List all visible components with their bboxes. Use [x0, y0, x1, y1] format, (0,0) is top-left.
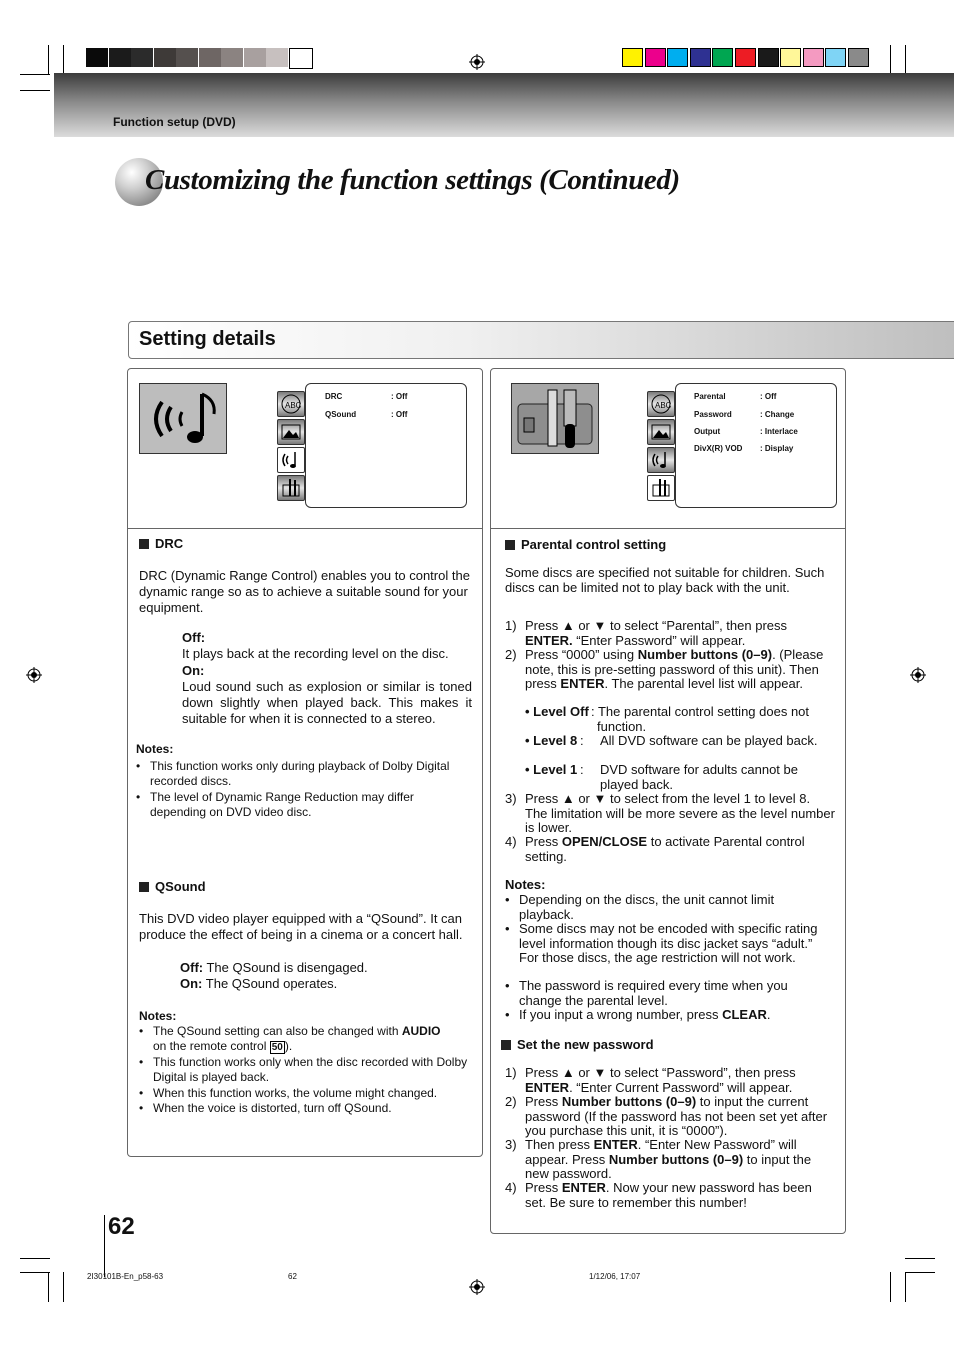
registration-mark-icon — [26, 667, 42, 683]
drc-on-label: On: — [182, 663, 205, 678]
page-reference-box: 50 — [271, 1042, 283, 1054]
crop-mark — [905, 1258, 935, 1259]
parental-step: 3) Press ▲ or ▼ to select from the level 1 to level 8. The limitation will be more severe as the level number is lower. — [505, 791, 835, 835]
setup-menu-screen — [675, 383, 837, 508]
password-step: 3) Then press ENTER. “Enter New Password” will appear. Press Number buttons (0–9) to input the new password. — [505, 1137, 812, 1181]
audio-icon[interactable] — [647, 447, 675, 473]
drc-intro: DRC (Dynamic Range Control) enables you to control the dynamic range so as to achieve a suitable sound for your equipment. — [139, 568, 470, 616]
crop-mark — [20, 74, 50, 75]
qsound-on-line: On: The QSound operates. — [180, 976, 338, 991]
setup-settings-icon — [511, 383, 599, 454]
color-swatch — [780, 48, 801, 67]
parental-note: • Depending on the discs, the unit cannot limit playback. — [505, 892, 775, 922]
gray-swatch — [266, 48, 288, 67]
setup-tools-icon[interactable] — [277, 475, 305, 501]
footer-file: 2I30101B-En_p58-63 — [87, 1272, 164, 1281]
parental-notes-title: Notes: — [505, 877, 546, 892]
parental-step: 1) Press ▲ or ▼ to select “Parental”, then press ENTER. “Enter Password” will appear. — [505, 618, 787, 648]
right-panel-divider — [490, 528, 846, 529]
registration-mark-icon — [469, 1279, 485, 1295]
setting-details-heading: Setting details — [139, 328, 276, 350]
color-swatch — [690, 48, 711, 67]
password-heading: Set the new password — [501, 1037, 654, 1052]
password-step: 4) Press ENTER. Now your new password has been set. Be sure to remember this number! — [505, 1180, 812, 1210]
crop-mark — [890, 45, 891, 75]
language-icon[interactable] — [647, 391, 675, 417]
parental-level-1: • Level 1 : DVD software for adults cannot be played back. — [525, 762, 798, 792]
setup-tools-icon[interactable] — [647, 475, 675, 501]
color-swatch — [758, 48, 779, 67]
parental-note: • If you input a wrong number, press CLEAR. — [505, 1007, 771, 1022]
gray-swatch — [244, 48, 266, 67]
parental-step: 4) Press OPEN/CLOSE to activate Parental control setting. — [505, 834, 805, 864]
audio-icon[interactable] — [277, 447, 305, 473]
svg-text:ABC: ABC — [285, 401, 302, 410]
menu-item-value: : Interlace — [760, 427, 798, 436]
gray-swatch — [86, 48, 108, 67]
drc-heading: DRC — [139, 536, 183, 551]
menu-item-value: : Off — [391, 410, 408, 419]
footer-date: 1/12/06, 17:07 — [589, 1272, 641, 1281]
qsound-intro: This DVD video player equipped with a “QSound”. It can produce the effect of being in a cinema or a concert hall. — [139, 911, 463, 943]
menu-item-label[interactable]: Output — [694, 427, 721, 436]
color-swatch — [667, 48, 688, 67]
crop-mark — [63, 45, 64, 75]
qsound-off-line: Off: The QSound is disengaged. — [180, 960, 368, 975]
crop-mark — [20, 90, 50, 91]
parental-note: • The password is required every time when you change the parental level. — [505, 978, 788, 1008]
qsound-notes-title: Notes: — [139, 1009, 177, 1023]
drc-on-text: Loud sound such as explosion or similar is toned down slightly when played back. This makes it suitable for when it is connected to a stereo. — [182, 679, 472, 727]
parental-step: 2) Press “0000” using Number buttons (0–9). (Please note, this is pre-setting password of this unit). Then press ENTER. The parental level list will appear. — [505, 647, 824, 691]
drc-off-label: Off: — [182, 630, 206, 645]
picture-icon[interactable] — [277, 419, 305, 445]
registration-mark-icon — [910, 667, 926, 683]
menu-item-label[interactable]: Parental — [694, 392, 726, 401]
menu-item-label[interactable]: Password — [694, 410, 732, 419]
setting-details-bar — [128, 321, 954, 359]
color-swatch — [825, 48, 846, 67]
menu-item-label[interactable]: QSound — [325, 410, 357, 419]
svg-text:ABC: ABC — [655, 401, 672, 410]
crop-mark — [48, 45, 49, 75]
page-number: 62 — [108, 1213, 135, 1240]
page-title: Customizing the function settings (Continued) — [145, 164, 680, 196]
drc-off-text: It plays back at the recording level on the disc. — [182, 646, 449, 661]
crop-mark — [905, 1272, 935, 1273]
qsound-note: • This function works only when the disc recorded with Dolby Digital is played back. — [139, 1055, 468, 1085]
menu-item-value: : Off — [760, 392, 777, 401]
gray-swatch — [221, 48, 243, 67]
crop-mark — [48, 1272, 49, 1302]
gray-swatch — [199, 48, 221, 67]
crop-mark — [890, 1272, 891, 1302]
qsound-note: • The QSound setting can also be changed with AUDIO on the remote control 50 ). — [139, 1024, 441, 1054]
color-swatch — [712, 48, 733, 67]
menu-item-label[interactable]: DRC — [325, 392, 343, 401]
parental-level-off: • Level Off : The parental control setting does not function. — [525, 704, 810, 734]
menu-item-value: : Display — [760, 444, 794, 453]
parental-intro: Some discs are specified not suitable for children. Such discs can be limited not to play back with the unit. — [505, 565, 825, 595]
crop-mark — [20, 1272, 50, 1273]
color-swatch — [803, 48, 824, 67]
color-swatch — [735, 48, 756, 67]
gray-swatch — [289, 48, 313, 69]
parental-level-8: • Level 8 : All DVD software can be played back. — [525, 733, 818, 748]
crop-mark — [905, 1272, 906, 1302]
gray-swatch — [176, 48, 198, 67]
gray-swatch — [131, 48, 153, 67]
left-panel-divider — [127, 528, 483, 529]
footer-page: 62 — [288, 1272, 297, 1281]
crop-mark — [63, 1272, 64, 1302]
audio-menu-screen — [305, 383, 467, 508]
page-number-rule — [104, 1215, 105, 1277]
crop-mark — [905, 45, 906, 75]
gray-swatch — [109, 48, 131, 67]
audio-settings-icon — [139, 383, 227, 454]
color-swatch — [622, 48, 643, 67]
qsound-note: • When this function works, the volume might changed. — [139, 1086, 438, 1100]
qsound-note: • When the voice is distorted, turn off QSound. — [139, 1101, 392, 1115]
color-swatch — [848, 48, 869, 67]
password-step: 1) Press ▲ or ▼ to select “Password”, then press ENTER. “Enter Current Password” will appear. — [505, 1065, 796, 1095]
menu-item-value: : Change — [760, 410, 795, 419]
language-icon[interactable] — [277, 391, 305, 417]
parental-note: • Some discs may not be encoded with specific rating level information though its disc jacket says “adult.” For those discs, the age restriction will not work. — [505, 921, 818, 965]
menu-item-value: : Off — [391, 392, 408, 401]
gray-swatch — [154, 48, 176, 67]
color-swatch — [645, 48, 666, 67]
parental-heading: Parental control setting — [505, 537, 666, 552]
drc-notes-title: Notes: — [136, 742, 174, 756]
drc-note: • This function works only during playback of Dolby Digital recorded discs. — [136, 759, 450, 789]
menu-item-label[interactable]: DivX(R) VOD — [694, 444, 743, 453]
crop-mark — [20, 1258, 50, 1259]
qsound-heading: QSound — [139, 879, 206, 894]
picture-icon[interactable] — [647, 419, 675, 445]
drc-note: • The level of Dynamic Range Reduction may differ depending on DVD video disc. — [136, 790, 414, 820]
section-label: Function setup (DVD) — [113, 115, 236, 129]
registration-mark-icon — [469, 54, 485, 70]
password-step: 2) Press Number buttons (0–9) to input the current password (If the password has not been set yet after you purchase this unit, it is “0000”). — [505, 1094, 828, 1138]
